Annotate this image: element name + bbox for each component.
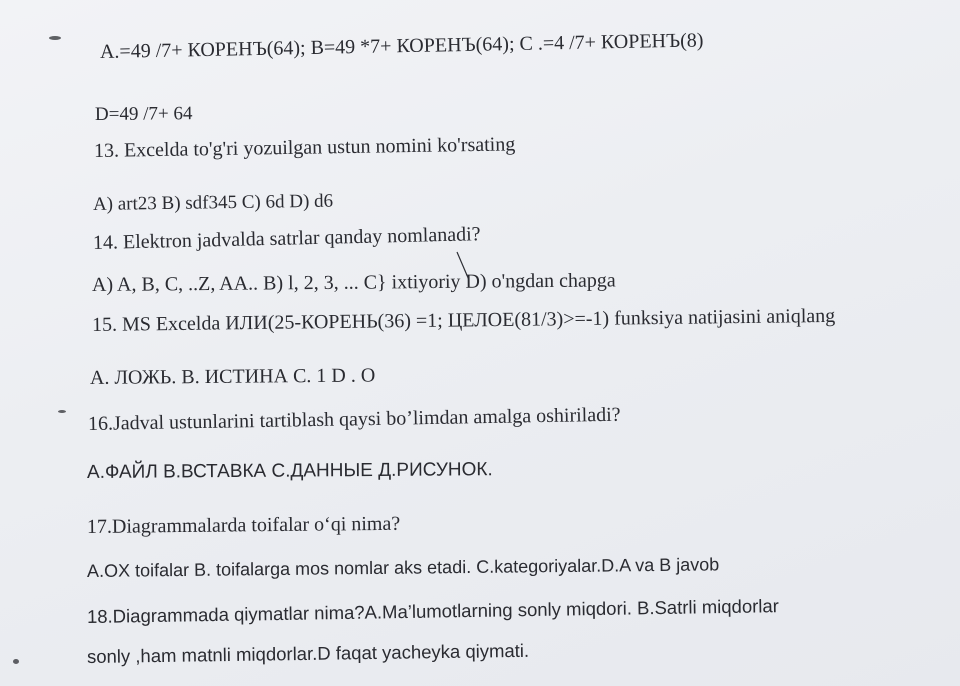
question-14: 14. Elektron jadvalda satrlar qanday nomlanadi? bbox=[92, 223, 481, 254]
question-18-line-2: sonly ,ham matnli miqdorlar.D faqat yacheyka qiymati. bbox=[86, 639, 530, 667]
answer-options-line-2: D=49 /7+ 64 bbox=[94, 103, 193, 125]
question-17: 17.Diagrammalarda toifalar o‘qi nima? bbox=[86, 512, 401, 538]
question-13: 13. Excelda to'g'ri yozuilgan ustun nomini ko'rsating bbox=[93, 133, 516, 162]
answers-17: A.OX toifalar B. toifalarga mos nomlar aks etadi. C.kategoriyalar.D.A va B javob bbox=[86, 554, 720, 581]
question-15: 15. MS Excelda ИЛИ(25-КОРЕНЬ(36) =1; ЦЕЛОЕ(81/3)>=-1) funksiya natijasini aniqlang bbox=[91, 304, 836, 336]
margin-speck-3 bbox=[13, 659, 19, 664]
answer-options-line-1: A.=49 /7+ КОРЕНЪ(64); B=49 *7+ КОРЕНЪ(64); C .=4 /7+ КОРЕНЪ(8) bbox=[99, 29, 704, 63]
question-16: 16.Jadval ustunlarini tartiblash qaysi bo’limdan amalga oshiriladi? bbox=[87, 403, 621, 435]
margin-speck-1 bbox=[49, 36, 61, 40]
answers-16: A.ФАЙЛ B.ВСТАВКА C.ДАННЫЕ Д.РИСУНОК. bbox=[86, 459, 493, 483]
answers-14: A) A, B, C, ..Z, AA.. B) l, 2, 3, ... C} ixtiyoriy D) o'ngdan chapga bbox=[91, 269, 616, 296]
answers-15: A. ЛОЖЬ. B. ИСТИНА C. 1 D . O bbox=[89, 364, 376, 389]
margin-speck-2 bbox=[58, 410, 66, 413]
question-18-line-1: 18.Diagrammada qiymatlar nima?A.Ma’lumotlarning sonly miqdori. B.Satrli miqdorlar bbox=[86, 595, 780, 627]
answers-13: A) art23 B) sdf345 C) 6d D) d6 bbox=[92, 190, 334, 215]
